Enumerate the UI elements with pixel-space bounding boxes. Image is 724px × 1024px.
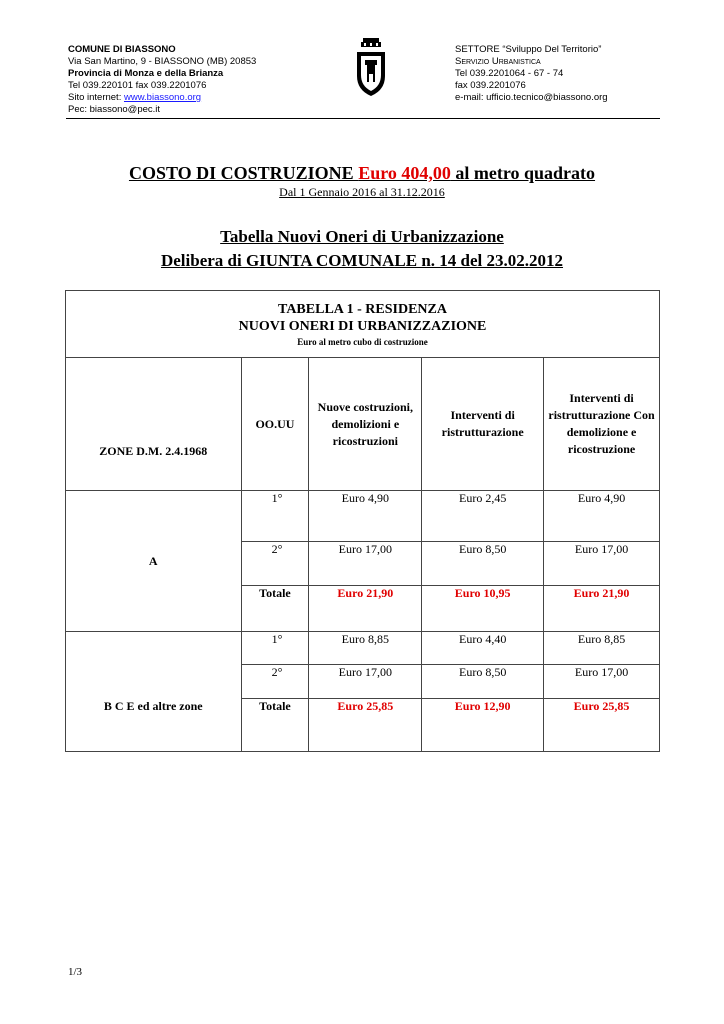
header-interventi-demolizione: Interventi di ristrutturazione Con demolizione e ricostruzione [544,358,660,491]
cell-value: Euro 4,90 [544,491,660,542]
total-value: Euro 25,85 [544,699,660,752]
row-label: 1° [241,632,309,665]
cell-value: Euro 8,85 [309,632,422,665]
cell-value: Euro 4,90 [309,491,422,542]
table-caption [66,291,660,358]
cell-value: Euro 8,85 [544,632,660,665]
cell-value: Euro 17,00 [309,542,422,586]
sector-name: SETTORE “Sviluppo Del Territorio” [455,44,602,55]
header-sector [455,44,608,104]
service-name: Servizio Urbanistica [455,56,541,67]
cell-value: Euro 17,00 [309,665,422,699]
table-row [66,632,660,665]
header-municipality [68,44,256,116]
charges-table [65,290,660,752]
header-oouu: OO.UU [241,358,309,491]
row-label: 2° [241,542,309,586]
total-label: Totale [241,699,309,752]
section-title-line1: Tabella Nuovi Oneri di Urbanizzazione [220,227,504,246]
coat-of-arms-icon [355,38,387,98]
cell-value: Euro 17,00 [544,665,660,699]
org-website-line [68,92,256,104]
zone-a-label: A [66,491,242,632]
website-label: Sito internet: [68,92,124,103]
sector-email: e-mail: ufficio.tecnico@biassono.org [455,92,608,103]
table-header-row [66,358,660,491]
header-interventi: Interventi di ristrutturazione [422,358,544,491]
website-link[interactable]: www.biassono.org [123,92,202,103]
total-value: Euro 21,90 [309,586,422,632]
cell-value: Euro 2,45 [422,491,544,542]
title-prefix: COSTO DI COSTRUZIONE [128,163,359,183]
table-caption-row [66,291,660,358]
org-name: COMUNE DI BIASSONO [68,44,176,55]
page-title [0,163,724,184]
total-label: Totale [241,586,309,632]
org-province: Provincia di Monza e della Brianza [68,68,224,79]
caption-unit: Euro al metro cubo di costruzione [297,337,428,347]
header-divider [66,118,660,119]
row-label: 2° [241,665,309,699]
title-suffix: al metro quadrato [450,163,596,183]
cell-value: Euro 17,00 [544,542,660,586]
sector-fax: fax 039.2201076 [455,80,526,91]
total-value: Euro 25,85 [309,699,422,752]
total-value: Euro 21,90 [544,586,660,632]
caption-line1: TABELLA 1 - RESIDENZA [278,302,447,317]
total-value: Euro 12,90 [422,699,544,752]
header-nuove: Nuove costruzioni, demolizioni e ricostruzioni [309,358,422,491]
table-row [66,491,660,542]
org-address: Via San Martino, 9 - BIASSONO (MB) 20853 [68,56,257,67]
row-label: 1° [241,491,309,542]
section-title-line2: Delibera di GIUNTA COMUNALE n. 14 del 23.02.2012 [160,251,564,270]
cell-value: Euro 8,50 [422,665,544,699]
header-zone: ZONE D.M. 2.4.1968 [66,358,242,491]
zone-bce-label: B C E ed altre zone [66,632,242,752]
cell-value: Euro 4,40 [422,632,544,665]
validity-period: Dal 1 Gennaio 2016 al 31.12.2016 [279,185,445,199]
section-title [0,225,724,273]
org-pec: Pec: biassono@pec.it [68,104,161,115]
cell-value: Euro 8,50 [422,542,544,586]
total-value: Euro 10,95 [422,586,544,632]
caption-line2: NUOVI ONERI DI URBANIZZAZIONE [238,319,487,334]
page-number: 1/3 [68,966,83,978]
title-amount: Euro 404,00 [358,163,451,183]
org-phone-fax: Tel 039.220101 fax 039.2201076 [68,80,207,91]
sector-phone: Tel 039.2201064 - 67 - 74 [455,68,564,79]
